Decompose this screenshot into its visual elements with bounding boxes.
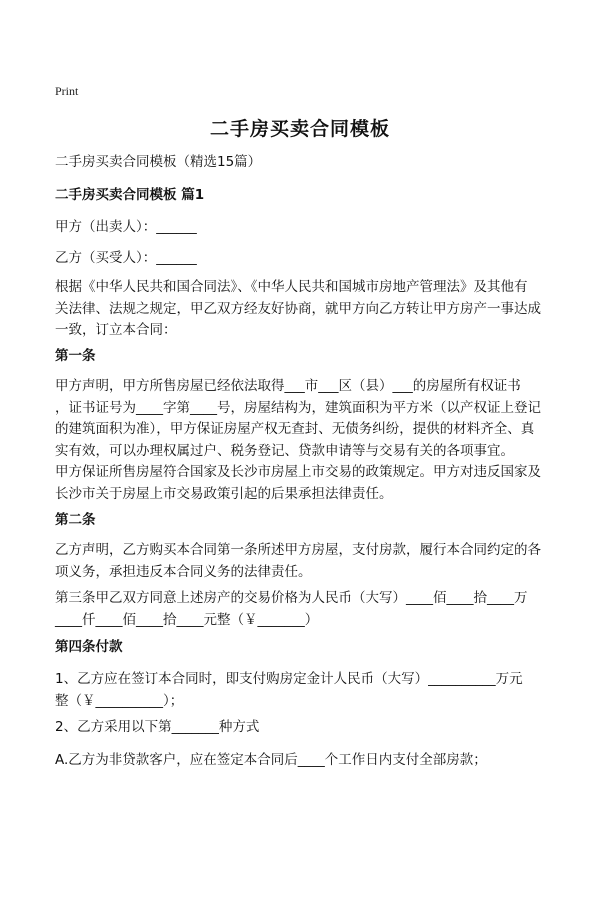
article4-item2: 2、乙方采用以下第_______种方式 (55, 719, 260, 735)
party-a-line: 甲方（出卖人）：______ (55, 219, 197, 235)
article1-paragraph2 (55, 462, 555, 505)
article4-item1-line: 1、乙方应在签订本合同时，即支付购房定金计人民币（大写）__________万元 (55, 671, 523, 687)
article4-item1-line: 整（￥__________）； (55, 692, 184, 709)
article1-p2-line: 长沙市关于房屋上市交易政策引起的后果承担法律责任。 (55, 485, 393, 502)
article2-line: 项义务，承担违反本合同义务的法律责任。 (55, 563, 312, 580)
article4-heading: 第四条付款 (55, 639, 123, 655)
party-b-line: 乙方（买受人）：______ (55, 250, 197, 266)
article3-paragraph (55, 588, 555, 631)
intro-line: 根据《中华人民共和国合同法》、《中华人民共和国城市房地产管理法》及其他有 (55, 279, 528, 295)
document-subtitle: 二手房买卖合同模板（精选15篇） (55, 154, 262, 170)
article1-p1-line: 实有效，可以办理权属过户、税务登记、贷款申请等与交易有关的各项事宜。 (55, 442, 514, 459)
article1-p2-line: 甲方保证所售房屋符合国家及长沙市房屋上市交易的政策规定。甲方对违反国家及 (55, 464, 541, 480)
article2-heading: 第二条 (55, 512, 96, 528)
section-title: 二手房买卖合同模板 篇1 (55, 187, 205, 203)
article1-p1-line: 的建筑面积为准），甲方保证房屋产权无查封、无债务纠纷，提供的材料齐全、真 (55, 421, 535, 437)
document-title: 二手房买卖合同模板 (209, 118, 390, 140)
article2-paragraph (55, 540, 555, 583)
article1-paragraph1 (55, 376, 555, 462)
article4-option-a: A.乙方为非贷款客户，应在签定本合同后____个工作日内支付全部房款； (55, 752, 487, 768)
article2-line: 乙方声明，乙方购买本合同第一条所述甲方房屋，支付房款，履行本合同约定的各 (55, 542, 541, 558)
intro-line: 一致，订立本合同： (55, 322, 177, 338)
intro-line: 关法律、法规之规定，甲乙双方经友好协商，就甲方向乙方转让甲方房产一事达成 (55, 300, 541, 317)
article1-heading: 第一条 (55, 348, 96, 364)
article1-p1-line: 甲方声明，甲方所售房屋已经依法取得___市___区（县）___的房屋所有权证书 (55, 378, 521, 394)
article4-item1 (55, 669, 555, 712)
print-label: Print (55, 84, 79, 98)
intro-paragraph (55, 277, 555, 342)
article1-p1-line: ，证书证号为____字第____号，房屋结构为，建筑面积为平方米（以产权证上登记 (55, 399, 541, 416)
article3-line: ____仟____佰____拾____元整（￥_______） (55, 611, 319, 628)
article3-line: 第三条甲乙双方同意上述房产的交易价格为人民币（大写）____佰____拾____万 (55, 590, 528, 606)
